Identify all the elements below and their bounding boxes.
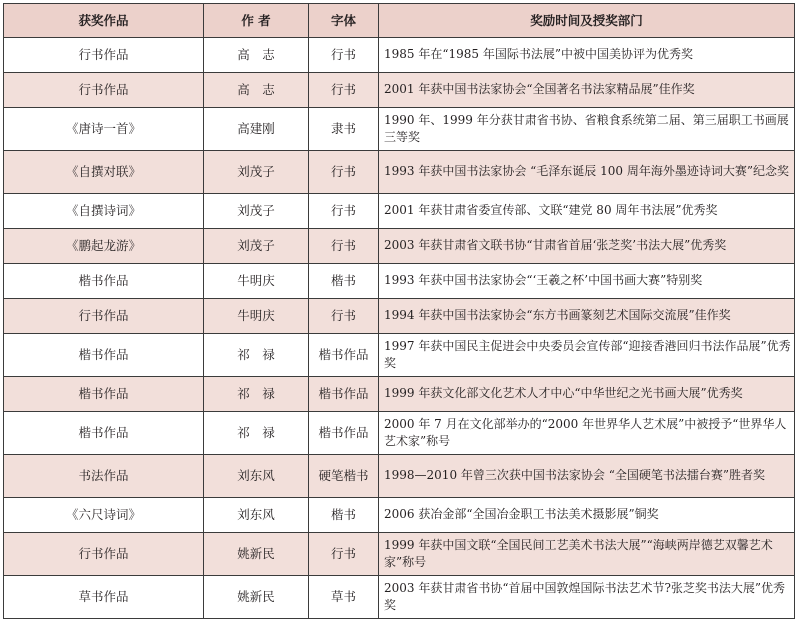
table-row bbox=[4, 333, 795, 376]
cell-script: 楷书 bbox=[309, 263, 379, 298]
cell-author: 祁 禄 bbox=[204, 376, 309, 411]
table-row bbox=[4, 411, 795, 454]
cell-work: 行书作品 bbox=[4, 298, 204, 333]
cell-work: 行书作品 bbox=[4, 72, 204, 107]
cell-author: 牛明庆 bbox=[204, 263, 309, 298]
table-row bbox=[4, 263, 795, 298]
cell-script: 隶书 bbox=[309, 107, 379, 150]
cell-script: 行书 bbox=[309, 38, 379, 73]
table-row bbox=[4, 194, 795, 229]
cell-award: 1997 年获中国民主促进会中央委员会宣传部“迎接香港回归书法作品展”优秀奖 bbox=[379, 333, 795, 376]
cell-author: 刘东风 bbox=[204, 497, 309, 532]
cell-script: 草书 bbox=[309, 575, 379, 618]
cell-author: 刘茂子 bbox=[204, 194, 309, 229]
cell-award: 2006 获冶金部“全国冶金职工书法美术摄影展”铜奖 bbox=[379, 497, 795, 532]
header-work: 获奖作品 bbox=[4, 4, 204, 38]
cell-author: 高 志 bbox=[204, 38, 309, 73]
cell-award: 1999 年获中国文联“全国民间工艺美术书法大展”“海峡两岸德艺双馨艺术家”称号 bbox=[379, 532, 795, 575]
table-row bbox=[4, 107, 795, 150]
cell-work: 草书作品 bbox=[4, 575, 204, 618]
cell-author: 刘茂子 bbox=[204, 150, 309, 193]
cell-award: 1998—2010 年曾三次获中国书法家协会 “全国硬笔书法擂台赛”胜者奖 bbox=[379, 454, 795, 497]
table-row bbox=[4, 497, 795, 532]
cell-script: 楷书作品 bbox=[309, 376, 379, 411]
cell-work: 书法作品 bbox=[4, 454, 204, 497]
cell-award: 1993 年获中国书法家协会 “毛泽东诞辰 100 周年海外墨迹诗词大赛”纪念奖 bbox=[379, 150, 795, 193]
cell-script: 楷书作品 bbox=[309, 333, 379, 376]
table-row bbox=[4, 38, 795, 73]
cell-award: 1990 年、1999 年分获甘肃省书协、省粮食系统第二届、第三届职工书画展三等奖 bbox=[379, 107, 795, 150]
cell-work: 行书作品 bbox=[4, 38, 204, 73]
cell-work: 《自撰对联》 bbox=[4, 150, 204, 193]
cell-work: 楷书作品 bbox=[4, 263, 204, 298]
awards-table bbox=[3, 3, 795, 619]
cell-script: 行书 bbox=[309, 228, 379, 263]
cell-script: 行书 bbox=[309, 532, 379, 575]
table-row bbox=[4, 298, 795, 333]
cell-author: 刘茂子 bbox=[204, 228, 309, 263]
cell-author: 姚新民 bbox=[204, 532, 309, 575]
cell-work: 《鹏起龙游》 bbox=[4, 228, 204, 263]
table-body bbox=[4, 38, 795, 619]
cell-author: 刘东风 bbox=[204, 454, 309, 497]
table-header bbox=[4, 4, 795, 38]
header-script: 字体 bbox=[309, 4, 379, 38]
cell-award: 2003 年获甘肃省书协“首届中国敦煌国际书法艺术节?张芝奖书法大展”优秀奖 bbox=[379, 575, 795, 618]
table-row bbox=[4, 575, 795, 618]
cell-work: 楷书作品 bbox=[4, 376, 204, 411]
table-row bbox=[4, 532, 795, 575]
cell-award: 2001 年获甘肃省委宣传部、文联“建党 80 周年书法展”优秀奖 bbox=[379, 194, 795, 229]
cell-work: 《自撰诗词》 bbox=[4, 194, 204, 229]
cell-work: 《六尺诗词》 bbox=[4, 497, 204, 532]
cell-script: 行书 bbox=[309, 150, 379, 193]
cell-script: 行书 bbox=[309, 72, 379, 107]
cell-work: 《唐诗一首》 bbox=[4, 107, 204, 150]
cell-script: 行书 bbox=[309, 194, 379, 229]
cell-author: 牛明庆 bbox=[204, 298, 309, 333]
cell-award: 1993 年获中国书法家协会“‘王羲之杯’中国书画大赛”特别奖 bbox=[379, 263, 795, 298]
cell-award: 2001 年获中国书法家协会“全国著名书法家精品展”佳作奖 bbox=[379, 72, 795, 107]
table-row bbox=[4, 454, 795, 497]
header-award: 奖励时间及授奖部门 bbox=[379, 4, 795, 38]
cell-author: 祁 禄 bbox=[204, 333, 309, 376]
cell-work: 楷书作品 bbox=[4, 333, 204, 376]
header-row bbox=[4, 4, 795, 38]
header-author: 作 者 bbox=[204, 4, 309, 38]
cell-author: 祁 禄 bbox=[204, 411, 309, 454]
cell-author: 高 志 bbox=[204, 72, 309, 107]
cell-award: 2003 年获甘肃省文联书协“甘肃省首届‘张芝奖’书法大展”优秀奖 bbox=[379, 228, 795, 263]
cell-author: 姚新民 bbox=[204, 575, 309, 618]
table-row bbox=[4, 228, 795, 263]
cell-script: 行书 bbox=[309, 298, 379, 333]
cell-script: 楷书作品 bbox=[309, 411, 379, 454]
cell-award: 1999 年获文化部文化艺术人才中心“中华世纪之光书画大展”优秀奖 bbox=[379, 376, 795, 411]
table-row bbox=[4, 72, 795, 107]
cell-work: 行书作品 bbox=[4, 532, 204, 575]
cell-award: 1985 年在“1985 年国际书法展”中被中国美协评为优秀奖 bbox=[379, 38, 795, 73]
cell-script: 硬笔楷书 bbox=[309, 454, 379, 497]
cell-award: 1994 年获中国书法家协会“东方书画篆刻艺术国际交流展”佳作奖 bbox=[379, 298, 795, 333]
table-row bbox=[4, 150, 795, 193]
table-row bbox=[4, 376, 795, 411]
cell-script: 楷书 bbox=[309, 497, 379, 532]
cell-work: 楷书作品 bbox=[4, 411, 204, 454]
cell-author: 高建刚 bbox=[204, 107, 309, 150]
cell-award: 2000 年 7 月在文化部举办的“2000 年世界华人艺术展”中被授予“世界华人艺术家”称号 bbox=[379, 411, 795, 454]
